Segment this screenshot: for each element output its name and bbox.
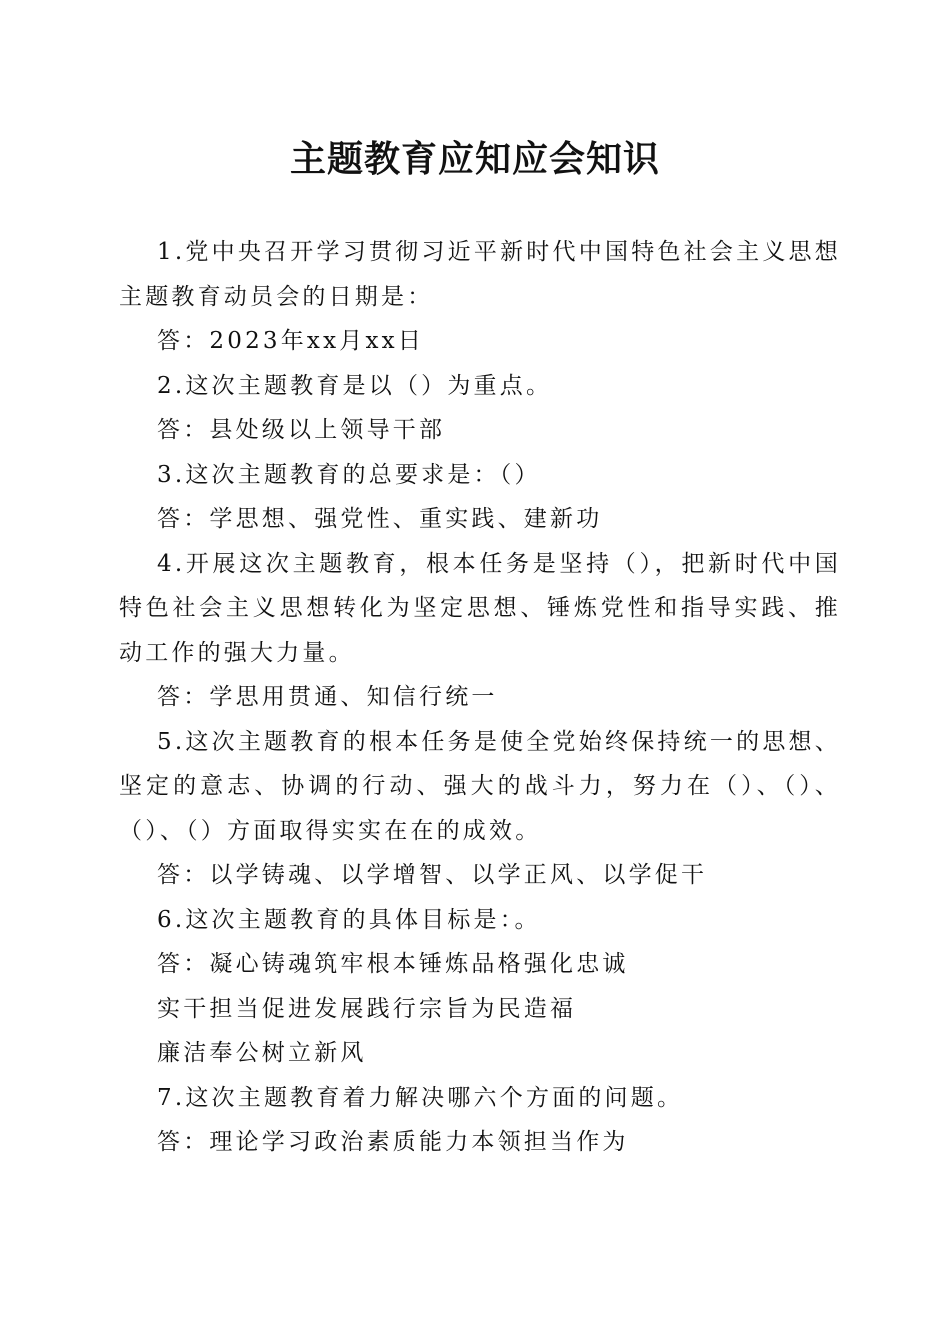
answer-6-line-3: 廉洁奉公树立新风 bbox=[157, 1040, 367, 1066]
document-body bbox=[119, 230, 841, 1165]
document-title: 主题教育应知应会知识 bbox=[289, 138, 660, 180]
question-4: 4.开展这次主题教育，根本任务是坚持（），把新时代中国特色社会主义思想转化为坚定思想、锤炼党性和指导实践、推动工作的强大力量。 bbox=[119, 550, 841, 666]
answer-3: 答：学思想、强党性、重实践、建新功 bbox=[157, 506, 603, 532]
answer-2: 答：县处级以上领导干部 bbox=[157, 417, 446, 443]
question-6: 6.这次主题教育的具体目标是：。 bbox=[157, 906, 541, 933]
question-5: 5.这次主题教育的根本任务是使全党始终保持统一的思想、坚定的意志、协调的行动、强大的战斗力，努力在（）、（）、（）、（）方面取得实实在在的成效。 bbox=[119, 728, 841, 844]
answer-5: 答：以学铸魂、以学增智、以学正风、以学促干 bbox=[157, 862, 708, 888]
answer-6-line-1: 答：凝心铸魂筑牢根本锤炼品格强化忠诚 bbox=[157, 951, 629, 977]
answer-4: 答：学思用贯通、知信行统一 bbox=[157, 684, 498, 710]
answer-7: 答：理论学习政治素质能力本领担当作为 bbox=[157, 1129, 629, 1155]
question-1: 1.党中央召开学习贯彻习近平新时代中国特色社会主义思想主题教育动员会的日期是： bbox=[119, 239, 841, 310]
question-2: 2.这次主题教育是以（）为重点。 bbox=[157, 372, 553, 399]
question-3: 3.这次主题教育的总要求是：（） bbox=[157, 461, 541, 488]
answer-1: 答：2023年xx月xx日 bbox=[157, 328, 425, 354]
answer-6-line-2: 实干担当促进发展践行宗旨为民造福 bbox=[157, 995, 577, 1022]
question-7: 7.这次主题教育着力解决哪六个方面的问题。 bbox=[157, 1084, 684, 1111]
